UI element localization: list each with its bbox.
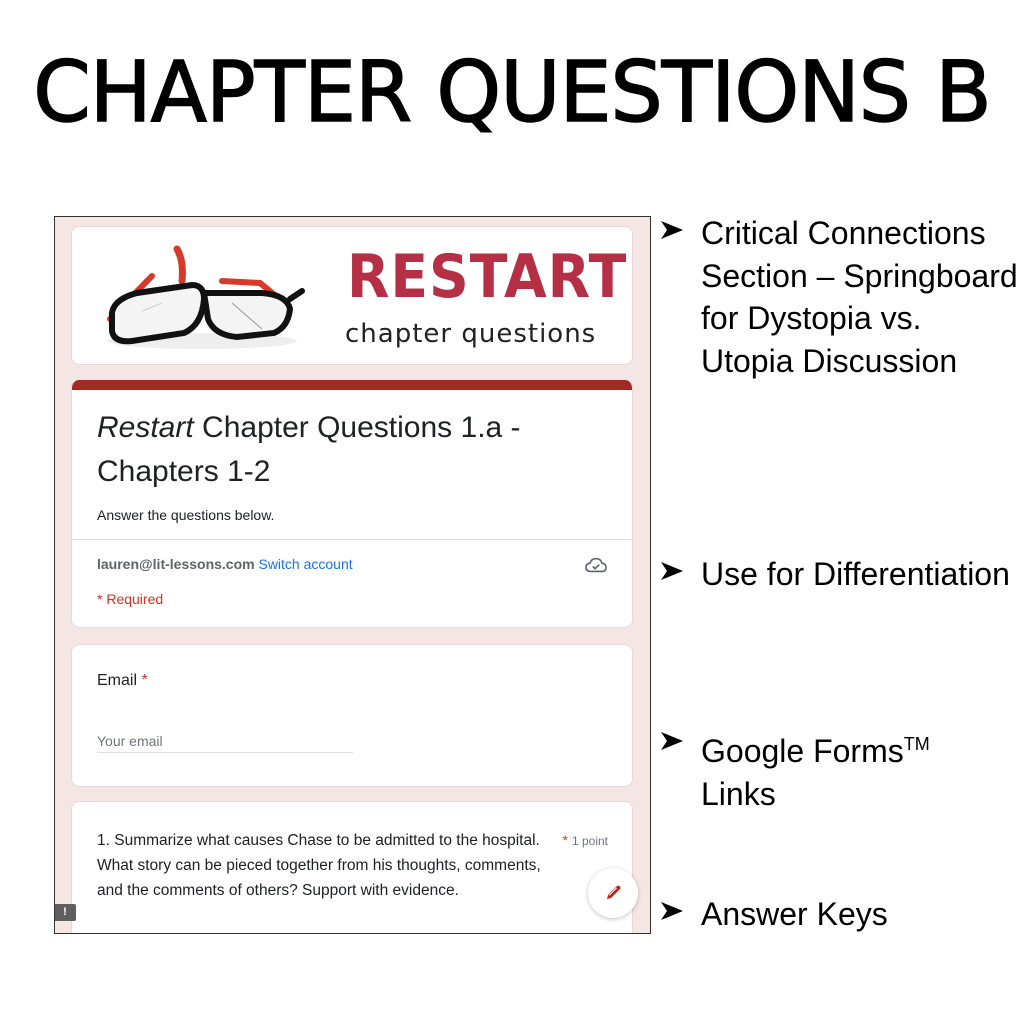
cloud-saved-icon	[585, 556, 607, 574]
bullet-text: Answer Keys	[701, 896, 888, 932]
divider	[72, 539, 632, 540]
switch-account-link[interactable]: Switch account	[258, 556, 353, 572]
email-label-text: Email	[97, 672, 138, 689]
form-header-card	[71, 380, 633, 628]
trademark: TM	[903, 734, 930, 754]
slide-title: CHAPTER QUESTIONS B	[33, 43, 991, 141]
feedback-icon[interactable]: !	[54, 904, 76, 921]
arrow-bullet-icon	[660, 901, 684, 921]
bullet-text: Use for Differentiation	[701, 556, 1010, 592]
points-label: 1 point	[571, 834, 608, 848]
form-description: Answer the questions below.	[97, 507, 275, 523]
email-label	[97, 672, 148, 690]
form-accent-bar	[72, 380, 632, 390]
arrow-bullet-icon	[660, 220, 684, 240]
bullet-text: Critical Connections Section – Springboard for Dystopia vs. Utopia Discussion	[701, 215, 1018, 379]
pencil-icon	[603, 883, 623, 903]
form-title-rest: Chapter Questions 1.a - Chapters 1-2	[97, 411, 521, 488]
account-row	[97, 556, 353, 572]
required-asterisk: *	[141, 672, 148, 689]
required-note: * Required	[97, 591, 164, 607]
bullet-text	[701, 723, 1021, 815]
brand-logo-text: RESTART	[347, 242, 628, 312]
question-points	[563, 832, 608, 848]
required-asterisk: *	[562, 832, 568, 848]
brand-subtitle: chapter questions	[345, 319, 597, 349]
form-banner	[71, 226, 633, 365]
question-text: 1. Summarize what causes Chase to be admitted to the hospital. What story can be pieced together from his thoughts, comments, and the comments of others? Support with evidence.	[97, 832, 541, 899]
bullet-text-main: Google Forms	[701, 733, 904, 769]
edit-response-button[interactable]	[588, 868, 638, 918]
google-form-screenshot	[54, 216, 651, 934]
account-email: lauren@lit-lessons.com	[97, 556, 255, 572]
email-question-card	[71, 644, 633, 787]
arrow-bullet-icon	[660, 561, 684, 581]
form-title	[97, 406, 617, 494]
broken-glasses-image	[92, 241, 312, 356]
form-title-italic: Restart	[97, 411, 194, 444]
email-field[interactable]	[97, 729, 353, 753]
arrow-bullet-icon	[660, 731, 684, 751]
bullet-text-after: Links	[701, 775, 776, 812]
question-card	[71, 801, 633, 934]
